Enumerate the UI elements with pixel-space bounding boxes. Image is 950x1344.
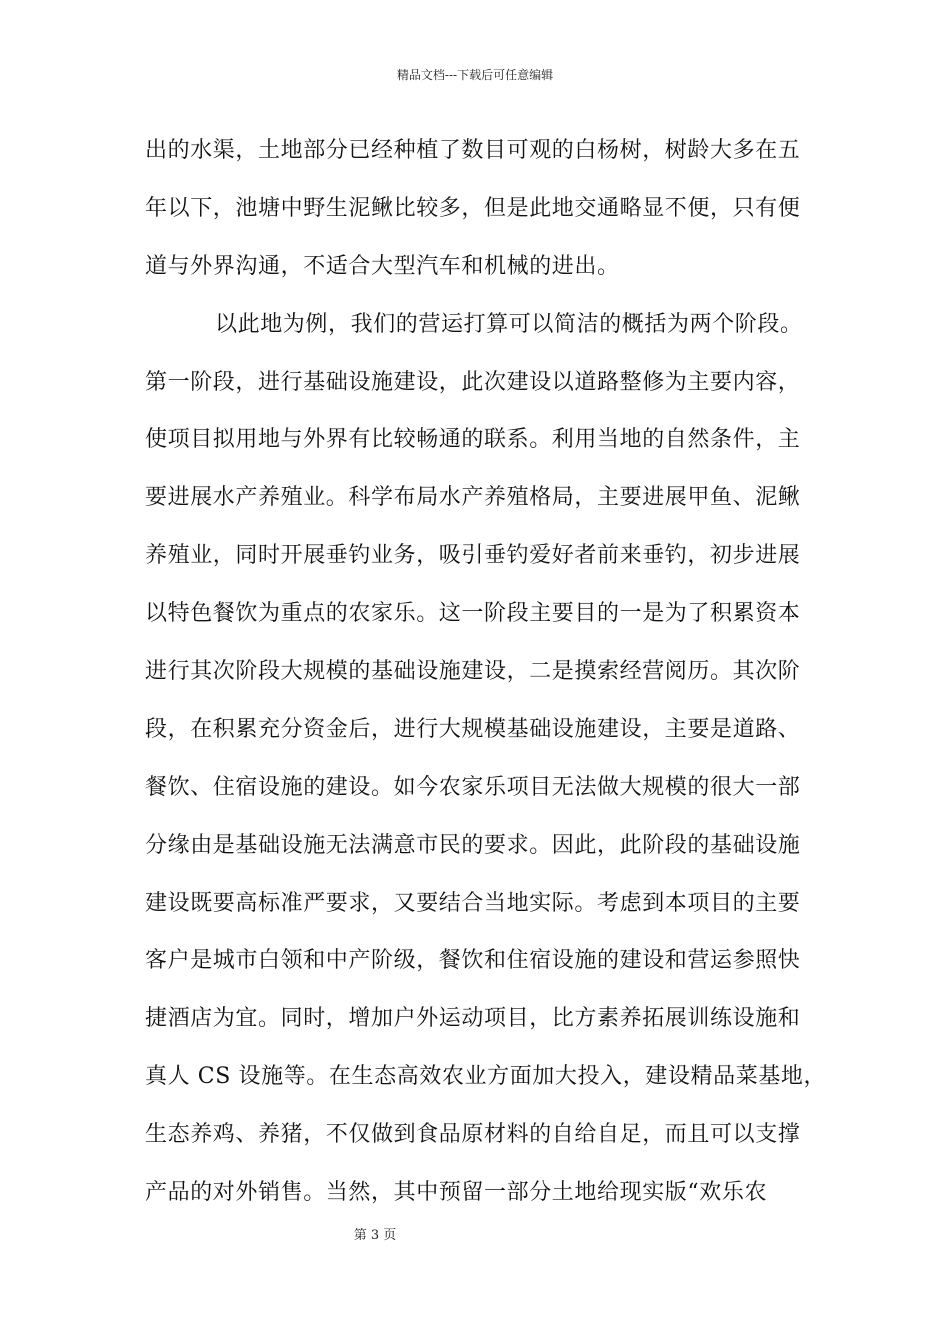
text-line: 真人 CS 设施等。在生态高效农业方面加大投入，建设精品菜基地，	[145, 1064, 827, 1090]
text-line: 餐饮、住宿设施的建设。如今农家乐项目无法做大规模的很大一部	[145, 774, 801, 800]
text-line: 捷酒店为宜。同时，增加户外运动项目，比方素养拓展训练设施和	[145, 1006, 801, 1032]
text-line: 要进展水产养殖业。科学布局水产养殖格局，主要进展甲鱼、泥鳅	[145, 485, 801, 511]
page-header: 精品文档---下载后可任意编辑	[396, 68, 554, 82]
text-line: 年以下，池塘中野生泥鳅比较多，但是此地交通略显不便，只有便	[145, 195, 801, 221]
text-line: 进行其次阶段大规模的基础设施建设，二是摸索经营阅历。其次阶	[145, 659, 801, 685]
text-line: 客户是城市白领和中产阶级，餐饮和住宿设施的建设和营运参照快	[145, 948, 801, 974]
text-line: 养殖业，同时开展垂钓业务，吸引垂钓爱好者前来垂钓，初步进展	[145, 543, 801, 569]
text-line: 出的水渠，土地部分已经种植了数目可观的白杨树，树龄大多在五	[145, 138, 801, 163]
text-line: 段，在积累充分资金后，进行大规模基础设施建设，主要是道路、	[145, 716, 801, 742]
text-line: 建设既要高标准严要求，又要结合当地实际。考虑到本项目的主要	[145, 890, 801, 916]
text-line: 分缘由是基础设施无法满意市民的要求。因此，此阶段的基础设施	[145, 832, 801, 858]
text-line: 以特色餐饮为重点的农家乐。这一阶段主要目的一是为了积累资本	[145, 601, 801, 627]
page-number: 第 3 页	[353, 1228, 397, 1243]
text-line-paragraph-start: 以此地为例，我们的营运打算可以简洁的概括为两个阶段。	[215, 311, 803, 337]
body-text	[145, 128, 827, 1228]
text-line: 产品的对外销售。当然，其中预留一部分土地给现实版“欢乐农	[145, 1180, 768, 1206]
text-line: 第一阶段，进行基础设施建设，此次建设以道路整修为主要内容，	[145, 369, 801, 395]
text-line: 生态养鸡、养猪，不仅做到食品原材料的自给自足，而且可以支撑	[145, 1122, 801, 1148]
text-line: 使项目拟用地与外界有比较畅通的联系。利用当地的自然条件，主	[145, 427, 801, 453]
text-line: 道与外界沟通，不适合大型汽车和机械的进出。	[145, 253, 620, 279]
